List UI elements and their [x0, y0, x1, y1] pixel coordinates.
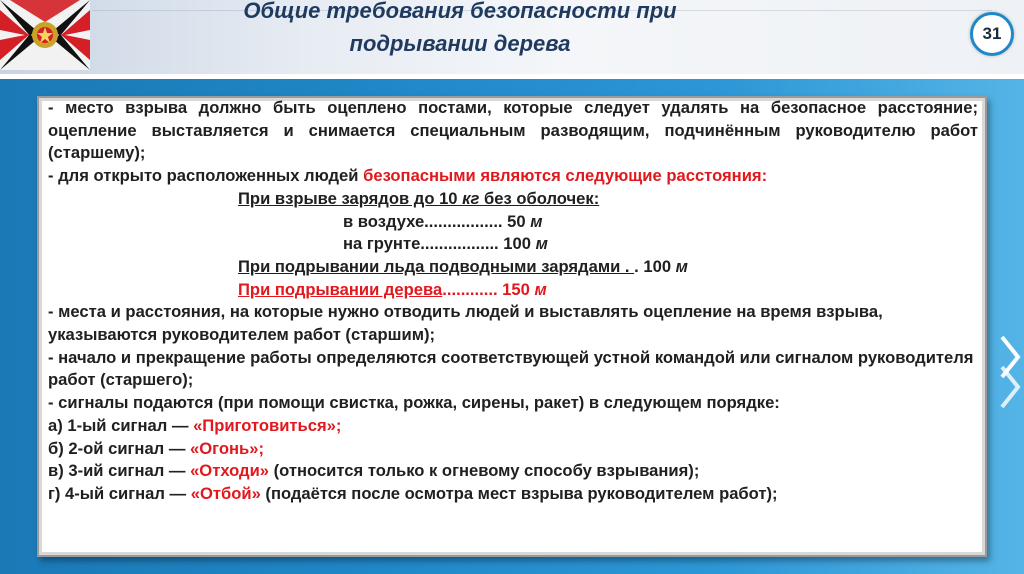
- signal-2-command: «Огонь»;: [190, 438, 264, 458]
- signal-1: [48, 415, 978, 438]
- body-text: [48, 97, 978, 506]
- signal-3: [48, 460, 978, 483]
- paragraph-start-stop: - начало и прекращение работы определяются соответствующей устной командой или сигналом руководителя работ (старшего);: [48, 347, 974, 390]
- distance-ice: [48, 256, 978, 279]
- distance-ground-text: на грунте................. 100: [343, 234, 536, 254]
- distance-tree-rest: ............ 150: [442, 279, 535, 299]
- paragraph-cordon: - место взрыва должно быть оцеплено постами, которые следует удалять на безопасное расстояние; оцепление выставляется и снимается специальным разводящим, подчинённым руководителю работ (старшему);: [48, 98, 978, 163]
- signal-4-prefix: г) 4-ый сигнал —: [48, 483, 191, 503]
- distance-ice-unit: м: [675, 256, 688, 276]
- signal-1-command: «Приготовиться»;: [193, 415, 342, 435]
- distance-ground: [48, 233, 978, 256]
- distance-tree-unit: м: [534, 279, 547, 299]
- charges-heading-unit: кг: [462, 188, 480, 208]
- title-line-1: Общие требования безопасности при: [243, 0, 677, 23]
- page-number-badge: 31: [970, 12, 1014, 56]
- slide-title: [240, 0, 680, 60]
- chevron-right-icon: [994, 329, 1024, 439]
- charges-heading-suffix: без оболочек:: [479, 188, 600, 208]
- signal-3-prefix: в) 3-ий сигнал —: [48, 461, 191, 481]
- signal-2: [48, 438, 978, 461]
- signal-4: [48, 483, 978, 506]
- signal-4-command: «Отбой»: [190, 483, 261, 503]
- charges-heading-text: При взрыве зарядов до 10: [238, 188, 463, 208]
- distance-ice-underlined: При подрывании льда подводными зарядами .: [238, 256, 635, 276]
- signal-2-prefix: б) 2-ой сигнал —: [48, 438, 191, 458]
- signal-1-prefix: а) 1-ый сигнал —: [48, 415, 194, 435]
- distance-air: [48, 211, 978, 234]
- title-line-2: подрывании дерева: [349, 31, 571, 56]
- paragraph-places: - места и расстояния, на которые нужно отводить людей и выставлять оцепление на время взрыва, указываются руководителем работ (старшим);: [48, 302, 883, 345]
- distance-tree: [48, 279, 978, 302]
- distance-ground-unit: м: [535, 234, 548, 254]
- distance-tree-underlined: При подрывании дерева: [238, 279, 443, 299]
- paragraph-signals: - сигналы подаются (при помощи свистка, рожка, сирены, ракет) в следующем порядке:: [48, 393, 780, 413]
- signal-3-note: (относится только к огневому способу взрывания);: [269, 461, 700, 481]
- military-emblem-icon: [0, 0, 90, 70]
- paragraph-safe-distances: [48, 165, 978, 188]
- distance-air-text: в воздухе................. 50: [343, 211, 531, 231]
- slide-header: [0, 0, 1024, 74]
- safe-distances-prefix: - для открыто расположенных людей: [48, 166, 364, 186]
- distance-charges-heading: [48, 188, 978, 211]
- charges-heading-underlined: [238, 189, 599, 208]
- signal-4-note: (подаётся после осмотра мест взрыва руководителем работ);: [260, 483, 778, 503]
- distance-air-unit: м: [530, 211, 543, 231]
- distance-ice-rest: . 100: [634, 256, 676, 276]
- safe-distances-highlight: безопасными являются следующие расстояния:: [363, 166, 768, 186]
- signal-3-command: «Отходи»: [190, 461, 270, 481]
